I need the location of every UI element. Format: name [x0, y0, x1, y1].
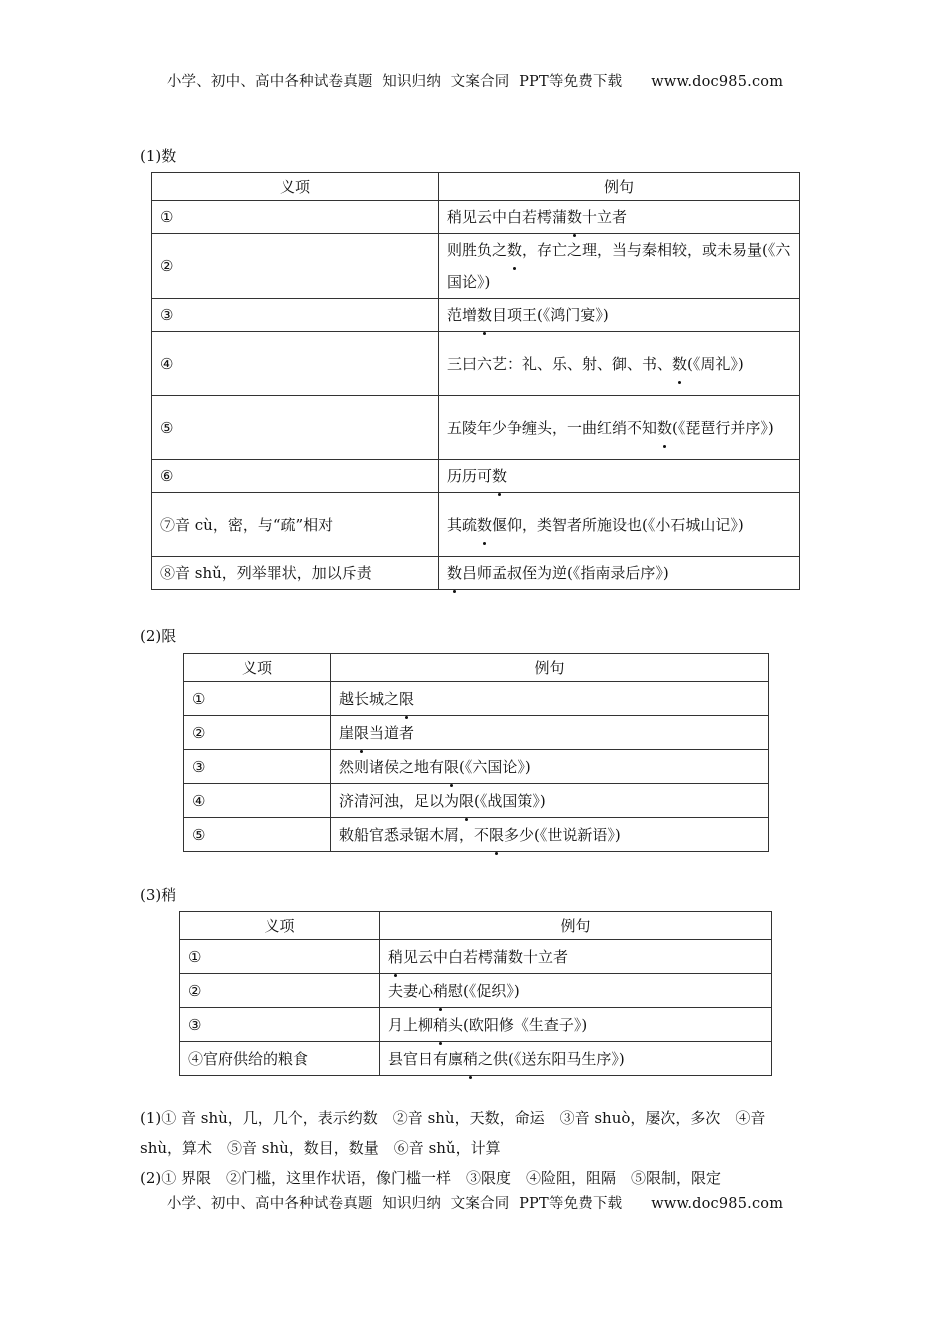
example-cell [439, 493, 800, 557]
meaning-cell: ③ [180, 1008, 380, 1042]
table-row [152, 201, 800, 234]
meaning-cell: ② [184, 716, 331, 750]
meaning-cell: ③ [152, 299, 439, 332]
table-row [180, 1042, 772, 1076]
example-text-after: 见云中白若樗蒲数十立者 [403, 947, 569, 966]
meaning-cell: ② [180, 974, 380, 1008]
key-character: 限 [354, 717, 369, 749]
example-cell [380, 1008, 772, 1042]
example-text-before: 夫妻心 [388, 981, 434, 1000]
example-cell [331, 750, 769, 784]
example-cell [380, 974, 772, 1008]
example-text-before: 稍见云中白若樗蒲 [447, 208, 568, 226]
example-cell [439, 396, 800, 460]
page-header: 小学、初中、高中各种试卷真题 知识归纳 文案合同 PPT等免费下载 www.doc985.com [166, 74, 784, 90]
example-text-before: 三曰六艺：礼、乐、射、御、书、 [447, 354, 673, 373]
key-character: 数 [477, 509, 492, 541]
example-cell [331, 682, 769, 716]
example-text-after: 十立者 [582, 208, 628, 226]
example-text-before: 历历可 [447, 467, 493, 485]
key-character: 限 [399, 683, 414, 715]
meaning-cell: ⑦音 cù，密，与“疏”相对 [152, 493, 439, 557]
example-cell [439, 299, 800, 332]
key-character: 数 [567, 201, 582, 233]
example-cell [380, 940, 772, 974]
table-shao [179, 911, 772, 1076]
meaning-cell: ② [152, 234, 439, 299]
key-character: 稍 [433, 1009, 448, 1041]
table-xian [183, 653, 769, 852]
example-text-after: (《六国论》) [459, 757, 531, 776]
example-cell [439, 332, 800, 396]
col-header-meaning: 义项 [180, 912, 380, 940]
meaning-cell: ① [184, 682, 331, 716]
example-text-before: 然则诸侯之地有 [339, 757, 445, 776]
example-text-after: (《琵琶行并序》) [672, 418, 774, 437]
example-text-after: (《周礼》) [687, 354, 744, 373]
meaning-cell: ⑥ [152, 460, 439, 493]
table-row [152, 493, 800, 557]
col-header-meaning: 义项 [152, 173, 439, 201]
example-cell [439, 201, 800, 234]
section-title-3: (3)稍 [140, 886, 177, 904]
meaning-cell: ① [152, 201, 439, 234]
meaning-cell: ④ [184, 784, 331, 818]
table-row [152, 396, 800, 460]
example-text-after: ，存亡之理，当与秦相较，或未易量(《六国论》) [447, 241, 791, 291]
example-text-after: 头(欧阳修《生查子》) [448, 1015, 588, 1034]
example-text-after: 吕师孟叔侄为逆(《指南录后序》) [462, 564, 669, 582]
example-cell [331, 784, 769, 818]
table-row [152, 557, 800, 590]
example-text-before: 敕船官悉录锯木屑，不 [339, 825, 490, 844]
answer-block [140, 1103, 812, 1193]
col-header-example: 例句 [439, 173, 800, 201]
example-text-before: 其疏 [447, 515, 478, 534]
table-row [152, 299, 800, 332]
table-row [152, 460, 800, 493]
example-cell [439, 460, 800, 493]
key-character: 稍 [388, 941, 403, 973]
table-row [184, 784, 769, 818]
meaning-cell: ① [180, 940, 380, 974]
table-row [184, 682, 769, 716]
meaning-cell: ④官府供给的粮食 [180, 1042, 380, 1076]
example-cell [331, 716, 769, 750]
key-character: 限 [489, 819, 504, 851]
meaning-cell: ⑤ [184, 818, 331, 852]
key-character: 数 [492, 460, 507, 492]
key-character: 数 [672, 348, 687, 380]
example-text-after: 之供(《送东阳马生序》) [478, 1049, 625, 1068]
table-row [180, 974, 772, 1008]
example-text-before: 越长城之 [339, 689, 400, 708]
answer-line: (2)① 界限 ②门槛，这里作状语，像门槛一样 ③限度 ④险阻，阻隔 ⑤限制，限定 [140, 1169, 722, 1187]
key-character: 数 [447, 557, 462, 589]
example-text-before: 月上柳 [388, 1015, 434, 1034]
page-footer: 小学、初中、高中各种试卷真题 知识归纳 文案合同 PPT等免费下载 www.doc985.com [166, 1196, 784, 1212]
table-row [184, 716, 769, 750]
col-header-example: 例句 [380, 912, 772, 940]
key-character: 数 [507, 234, 522, 266]
table-row [184, 818, 769, 852]
example-text-after: 目项王(《鸿门宴》) [492, 306, 609, 324]
meaning-cell: ⑧音 shǔ，列举罪状，加以斥责 [152, 557, 439, 590]
col-header-meaning: 义项 [184, 654, 331, 682]
table-row [180, 940, 772, 974]
example-cell [439, 234, 800, 299]
example-text-before: 县官日有廪 [388, 1049, 464, 1068]
example-text-after: 当道者 [369, 723, 415, 742]
table-row [152, 234, 800, 299]
table-row [152, 332, 800, 396]
table-row [180, 1008, 772, 1042]
example-text-before: 范增 [447, 306, 478, 324]
example-text-after: 慰(《促织》) [448, 981, 520, 1000]
table-shu [151, 172, 800, 590]
answer-line: (1)① 音 shù，几，几个，表示约数 ②音 shù，天数，命运 ③音 shuò，屡次，多次 ④音 [140, 1109, 766, 1127]
key-character: 数 [657, 412, 672, 444]
key-character: 限 [444, 751, 459, 783]
section-title-1: (1)数 [140, 147, 177, 165]
example-cell [331, 818, 769, 852]
key-character: 稍 [463, 1043, 478, 1075]
col-header-example: 例句 [331, 654, 769, 682]
example-text-before: 五陵年少争缠头，一曲红绡不知 [447, 418, 658, 437]
meaning-cell: ④ [152, 332, 439, 396]
example-text-after: 多少(《世说新语》) [504, 825, 621, 844]
example-text-after: (《战国策》) [474, 791, 546, 810]
example-text-before: 则胜负之 [447, 241, 508, 259]
meaning-cell: ⑤ [152, 396, 439, 460]
table-row [184, 750, 769, 784]
section-title-2: (2)限 [140, 627, 177, 645]
answer-line: shù，算术 ⑤音 shù，数目，数量 ⑥音 shǔ，计算 [140, 1139, 501, 1157]
example-text-after: 偃仰，类智者所施设也(《小石城山记》) [492, 515, 744, 534]
meaning-cell: ③ [184, 750, 331, 784]
key-character: 稍 [433, 975, 448, 1007]
example-text-before: 济清河浊，足以为 [339, 791, 460, 810]
example-cell [439, 557, 800, 590]
example-text-before: 崖 [339, 723, 355, 742]
example-cell [380, 1042, 772, 1076]
key-character: 数 [477, 299, 492, 331]
key-character: 限 [459, 785, 474, 817]
